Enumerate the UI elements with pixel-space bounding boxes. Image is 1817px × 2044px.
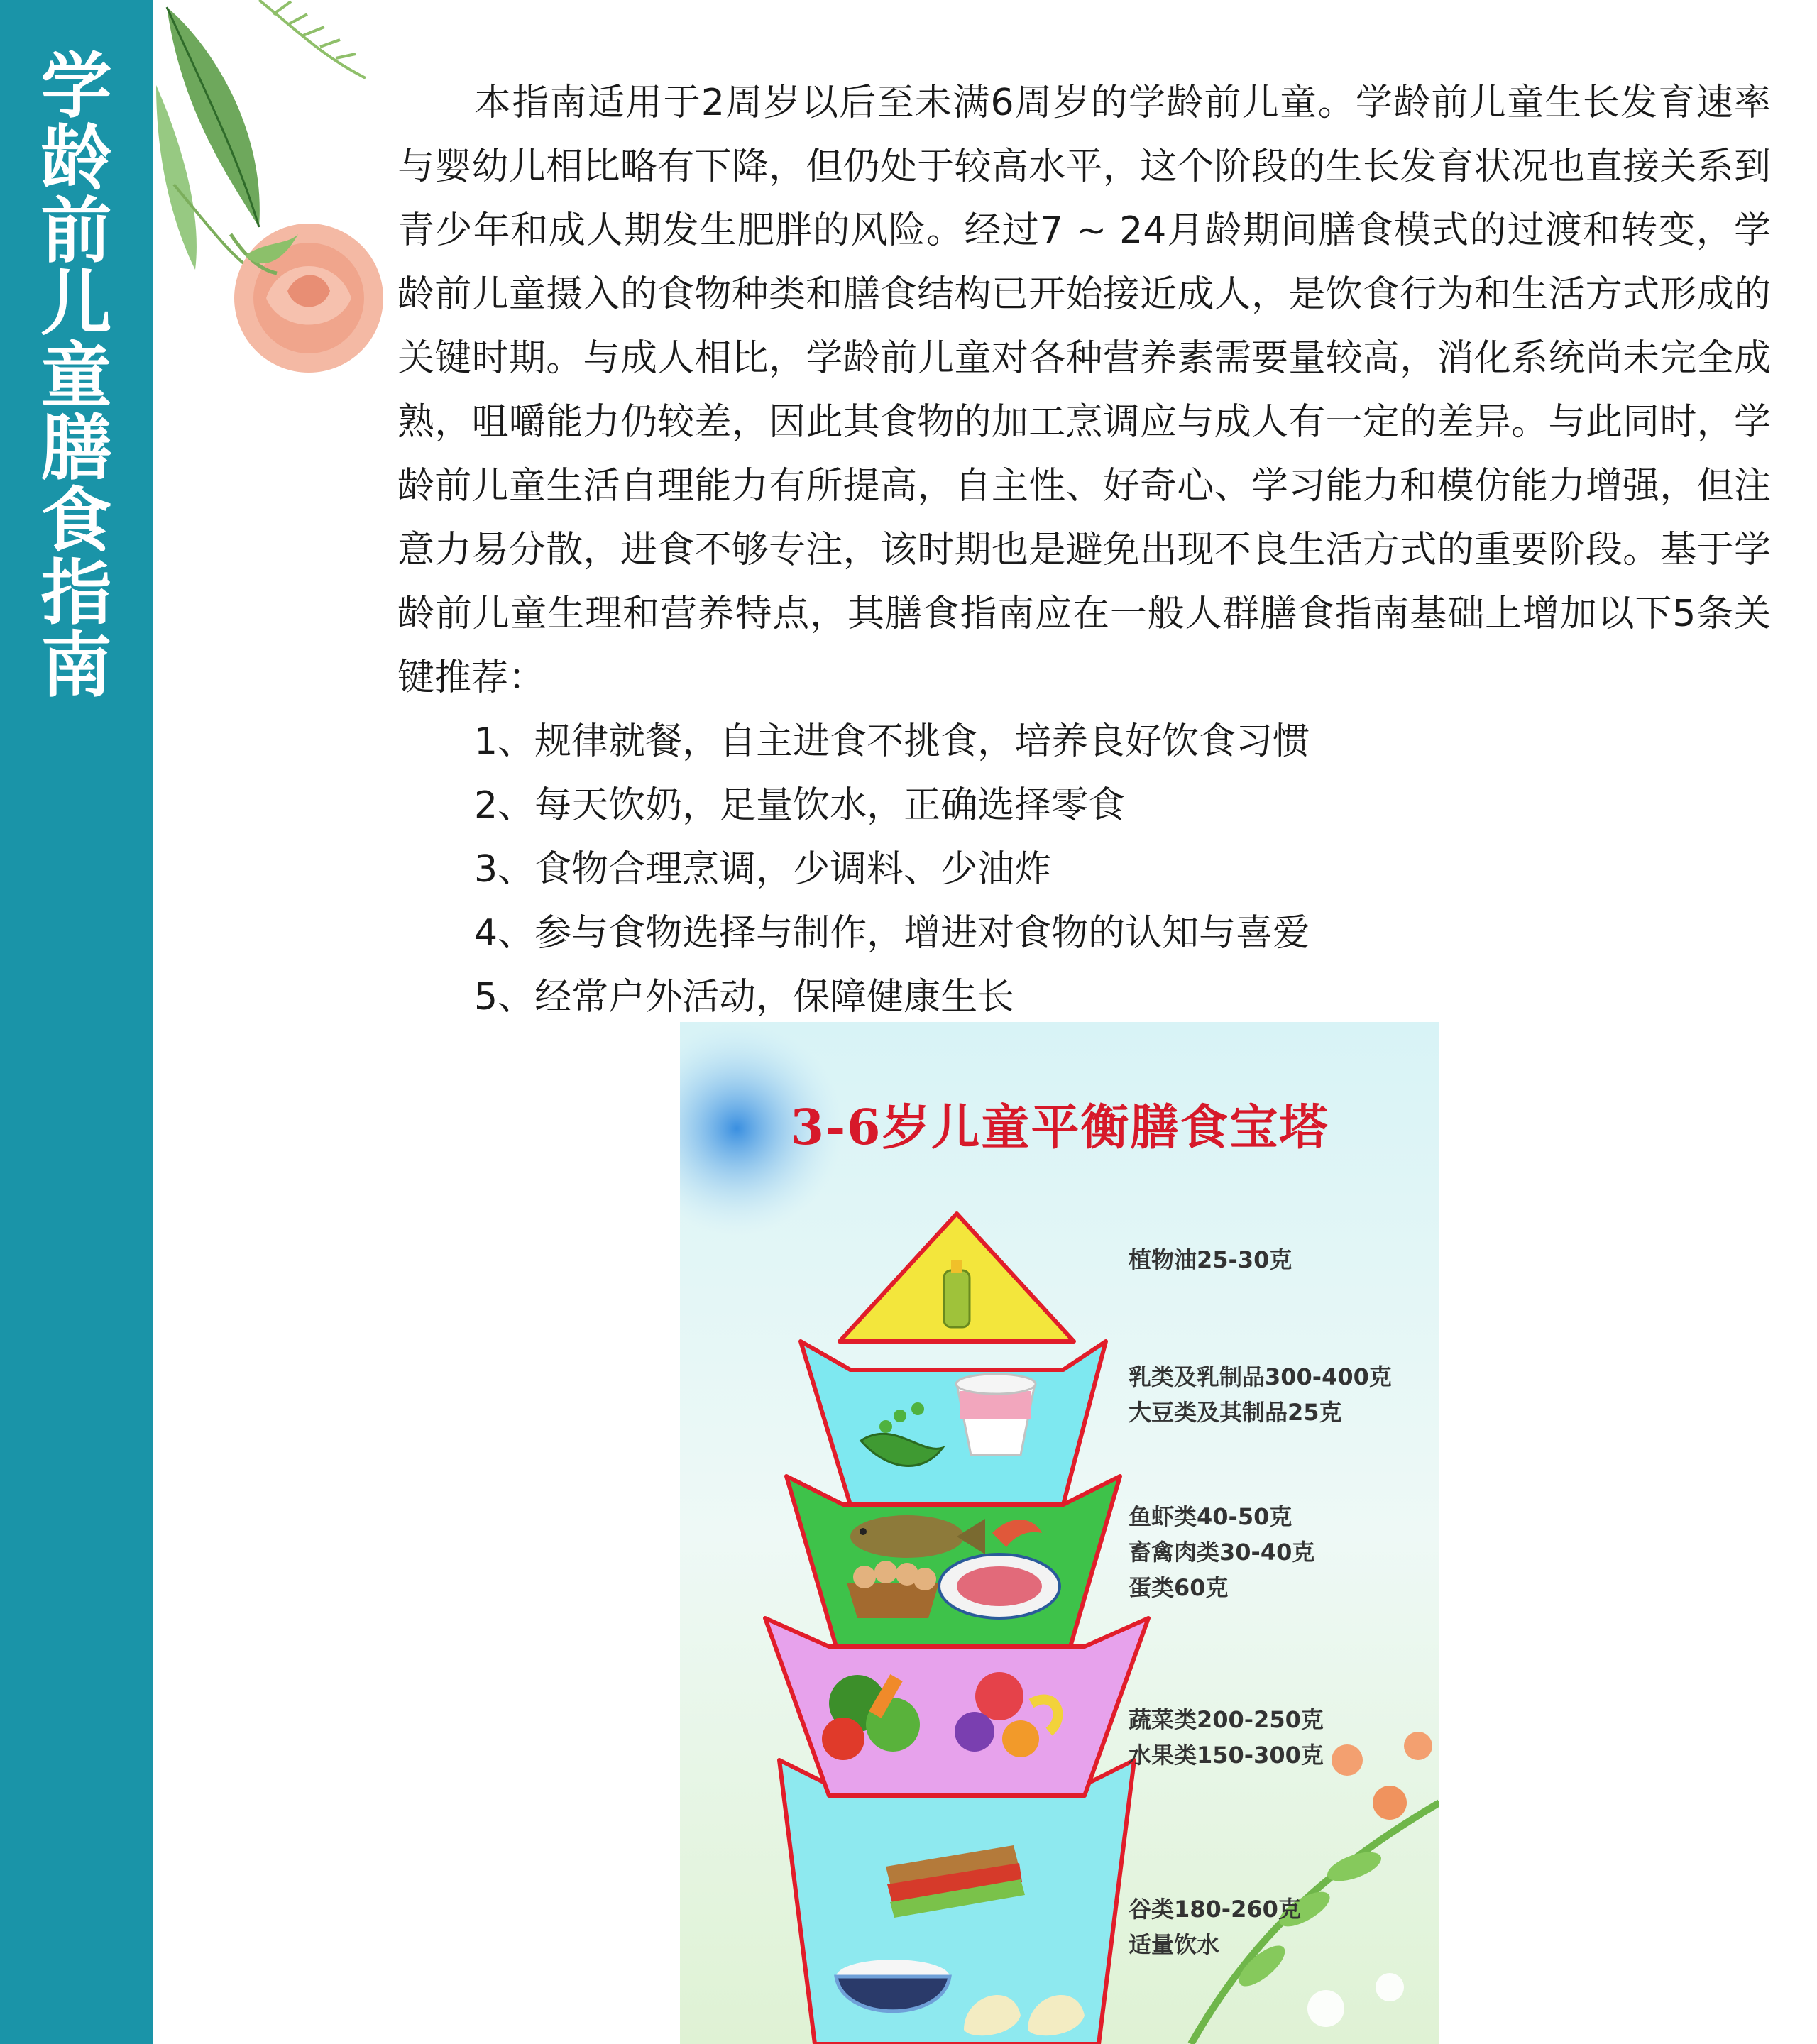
list-item: 5、经常户外活动，保障健康生长 [474, 976, 1015, 1018]
label-soy: 大豆类及其制品25克 [1129, 1399, 1342, 1426]
list-item: 1、规律就餐，自主进食不挑食，培养良好饮食习惯 [474, 720, 1310, 763]
list-item: 2、每天饮奶，足量饮水，正确选择零食 [474, 784, 1126, 827]
sidebar-title-char: 童 [40, 334, 112, 417]
label-vegetable: 蔬菜类200-250克 [1129, 1706, 1324, 1733]
eggs-basket-icon [847, 1561, 939, 1618]
main-content [397, 71, 1771, 1029]
sidebar-title-char: 前 [40, 189, 112, 273]
label-fish: 鱼虾类40-50克 [1129, 1503, 1292, 1530]
label-water: 适量饮水 [1129, 1931, 1220, 1958]
label-oil: 植物油25-30克 [1129, 1246, 1292, 1273]
label-egg: 蛋类60克 [1129, 1574, 1229, 1601]
label-fruit: 水果类150-300克 [1129, 1742, 1324, 1769]
sidebar [0, 0, 153, 2044]
sidebar-title-char: 龄 [40, 116, 112, 200]
recommendation-list [397, 710, 1771, 1029]
label-dairy: 乳类及乳制品300-400克 [1129, 1363, 1392, 1390]
sidebar-title [0, 44, 153, 707]
sidebar-title-char: 膳 [40, 406, 112, 490]
sidebar-title-char: 儿 [40, 261, 112, 345]
pyramid-title: 3-6岁儿童平衡膳食宝塔 [790, 1099, 1329, 1156]
list-item: 4、参与食物选择与制作，增进对食物的认知与喜爱 [474, 912, 1310, 955]
intro-paragraph: 本指南适用于2周岁以后至未满6周岁的学龄前儿童。学龄前儿童生长发育速率与婴幼儿相比略有下降，但仍处于较高水平，这个阶段的生长发育状况也直接关系到青少年和成人期发生肥胖的风险。经过7 ~ 24月龄期间膳食模式的过渡和转变，学龄前儿童摄入的食物种类和膳食结构已开始接近成人，是饮食行为和生活方式形成的关键时期。与成人相比，学龄前儿童对各种营养素需要量较高，消化系统尚未完全成熟，咀嚼能力仍较差，因此其食物的加工烹调应与成人有一定的差异。与此同时，学龄前儿童生活自理能力有所提高，自主性、好奇心、学习能力和模仿能力增强，但注意力易分散，进食不够专注，该时期也是避免出现不良生活方式的重要阶段。基于学龄前儿童生理和营养特点，其膳食指南应在一般人群膳食指南基础上增加以下5条关键推荐： [397, 82, 1771, 699]
sidebar-title-char: 南 [40, 623, 112, 707]
sidebar-title-char: 指 [40, 551, 112, 634]
meat-plate-icon [939, 1554, 1060, 1618]
list-item: 3、食物合理烹调，少调料、少油炸 [474, 848, 1052, 891]
leaf-rose-decoration [153, 0, 387, 397]
label-grain: 谷类180-260克 [1129, 1896, 1301, 1923]
label-meat: 畜禽肉类30-40克 [1129, 1539, 1315, 1566]
sidebar-title-char: 食 [40, 478, 112, 562]
yogurt-cup-icon [956, 1374, 1036, 1455]
rose-icon [231, 224, 383, 373]
sidebar-title-char: 学 [40, 44, 112, 128]
pyramid-illustration [680, 1022, 1439, 2044]
food-pyramid-poster [680, 1022, 1439, 2044]
